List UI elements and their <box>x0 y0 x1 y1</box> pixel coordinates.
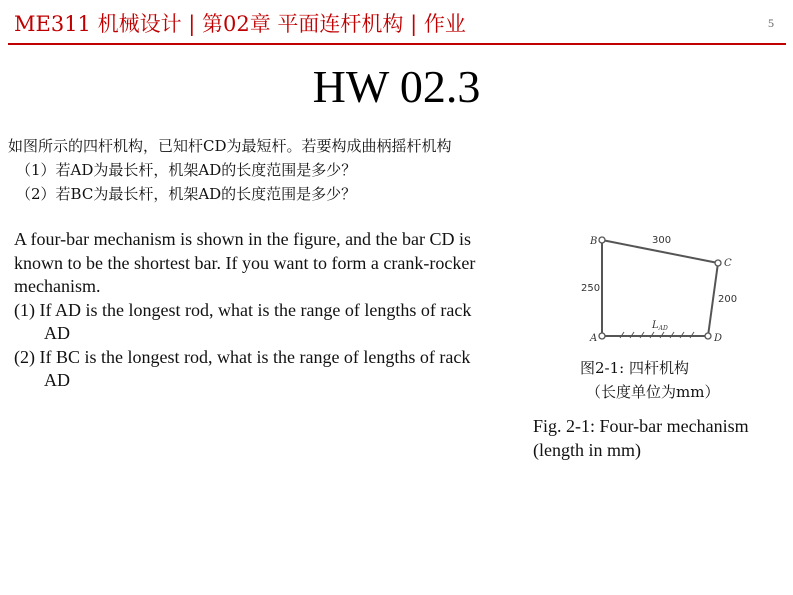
label-b: B <box>590 236 598 247</box>
cn-line-intro: 如图所示的四杆机构，已知杆CD为最短杆。若要构成曲柄摇杆机构 <box>8 137 452 155</box>
problem-text-chinese <box>8 134 452 206</box>
caption-cn-title: 图2-1: 四杆机构 <box>580 359 689 377</box>
cn-line-question-2: （2）若BC为最长杆，机架AD的长度范围是多少？ <box>16 185 357 203</box>
en-line-question-2-cont: AD <box>44 370 70 390</box>
length-cd: 200 <box>718 294 738 305</box>
en-line-question-1-cont: AD <box>44 323 70 343</box>
en-line: mechanism. <box>14 276 101 296</box>
caption-cn-units: （长度单位为mm） <box>586 383 720 401</box>
caption-en-title: Fig. 2-1: Four-bar mechanism <box>533 416 749 436</box>
en-line-question-2: (2) If BC is the longest rod, what is the range of lengths of rack <box>14 346 471 367</box>
caption-en-units: (length in mm) <box>533 440 641 460</box>
header-title: ME311 机械设计 | 第02章 平面连杆机构 | 作业 <box>14 12 466 36</box>
header-divider <box>8 43 786 45</box>
figure-caption-chinese <box>580 356 719 404</box>
joint-a <box>599 333 605 339</box>
en-line-question-1: (1) If AD is the longest rod, what is the range of lengths of rack <box>14 299 472 320</box>
link-cd <box>708 263 718 336</box>
label-c: C <box>724 258 732 269</box>
problem-text-english <box>14 228 534 393</box>
label-a: A <box>590 333 598 344</box>
en-line: A four-bar mechanism is shown in the figure, and the bar CD is <box>14 229 472 249</box>
joint-d <box>705 333 711 339</box>
joint-c <box>715 260 721 266</box>
homework-title: HW 02.3 <box>312 61 481 112</box>
length-ad-label: $L_{AD}$ <box>652 320 668 332</box>
length-ab: 250 <box>581 283 601 294</box>
en-line: known to be the shortest bar. If you want to form a crank-rocker <box>14 252 476 273</box>
length-bc: 300 <box>652 235 672 246</box>
figure-caption-english <box>533 414 749 462</box>
page-number: 5 <box>768 16 774 30</box>
four-bar-mechanism-diagram <box>580 228 740 346</box>
label-d: D <box>714 333 723 344</box>
cn-line-question-1: （1）若AD为最长杆，机架AD的长度范围是多少？ <box>16 161 357 179</box>
joint-b <box>599 237 605 243</box>
